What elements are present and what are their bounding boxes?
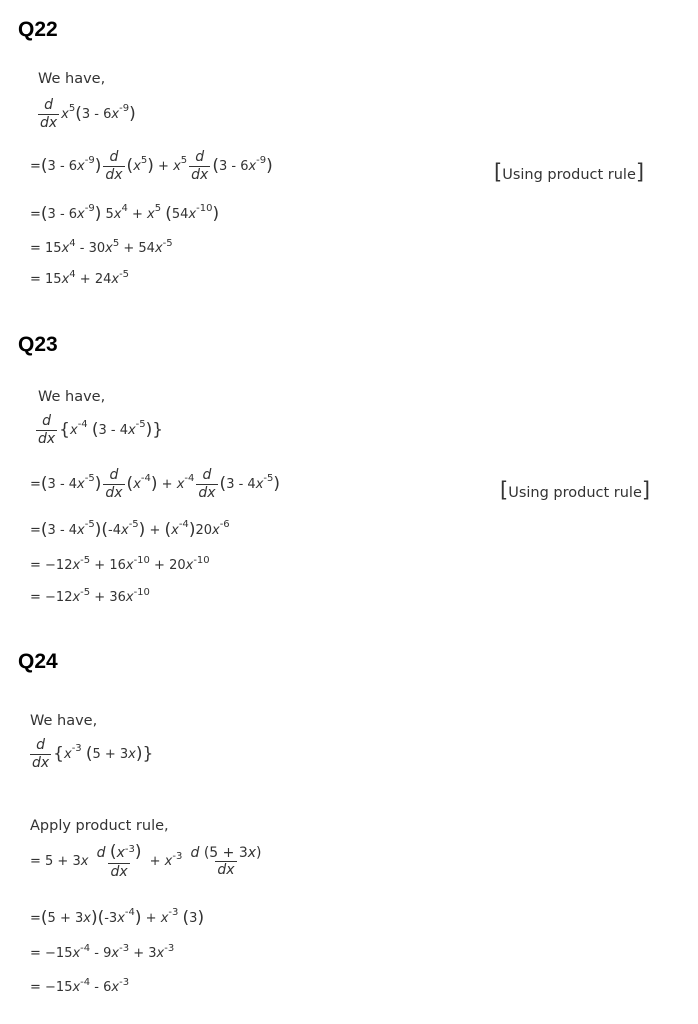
q22-step-3: = 15 x 4 - 30 x 5 + 54 x -5 [30,237,173,256]
q23-title: Q23 [18,333,58,356]
q23-step-2: = ( 3 - 4 x -5 ) ( -4 x -5 ) + ( x -4 ) 20 x -6 [30,519,230,540]
q22-result: = 15 x 4 + 24 x -5 [30,268,130,287]
q24-title: Q24 [18,650,58,673]
q22-product-rule-note: [Using product rule] [494,160,645,184]
q22-step-2: = ( 3 - 6 x -9 ) 5 x 4 + x 5 ( 54 x -10 ) [30,203,220,224]
q22-title: Q22 [18,18,58,41]
q24-step-1: = 5 + 3 x $\frac{d (x^{-3})}{dx}$ + x -3 $\frac{d (5 + 3x)}{dx}$ [30,842,262,880]
q23-expression: $\frac{d}{dx}$ { x -4 ( 3 - 4 x -5 ) } [38,413,164,447]
q23-product-rule-note: [Using product rule] [500,478,651,502]
q23-result: = −12 x -5 + 36 x -10 [30,586,150,605]
q24-apply-note: Apply product rule, [30,818,169,834]
q24-step-3: = −15 x -4 - 9 x -3 + 3 x -3 [30,942,175,961]
q22-expression: $\frac{d}{dx}$ x 5 ( 3 - 6 x -9 ) [40,97,136,131]
q24-result: = −15 x -4 - 6 x -3 [30,976,130,995]
q23-step-1: = ( 3 - 4 x -5 ) $\frac{d}{dx}$ ( x -4 ) + x -4 $\frac{d}{dx}$ ( 3 - 4 x -5 ) [30,467,281,501]
q24-intro: We have, [30,713,98,729]
q22-step-1: = ( 3 - 6 x -9 ) $\frac{d}{dx}$ ( x 5 ) + x 5 $\frac{d}{dx}$ ( 3 - 6 x -9 ) [30,149,273,183]
q22-intro: We have, [38,71,106,87]
q23-intro: We have, [38,389,106,405]
q23-step-3: = −12 x -5 + 16 x -10 + 20 x -10 [30,554,210,573]
q24-step-2: = ( 5 + 3 x ) ( -3 x -4 ) + x -3 ( 3 ) [30,907,205,928]
q24-expression: $\frac{d}{dx}$ { x -3 ( 5 + 3 x ) } [32,737,154,771]
